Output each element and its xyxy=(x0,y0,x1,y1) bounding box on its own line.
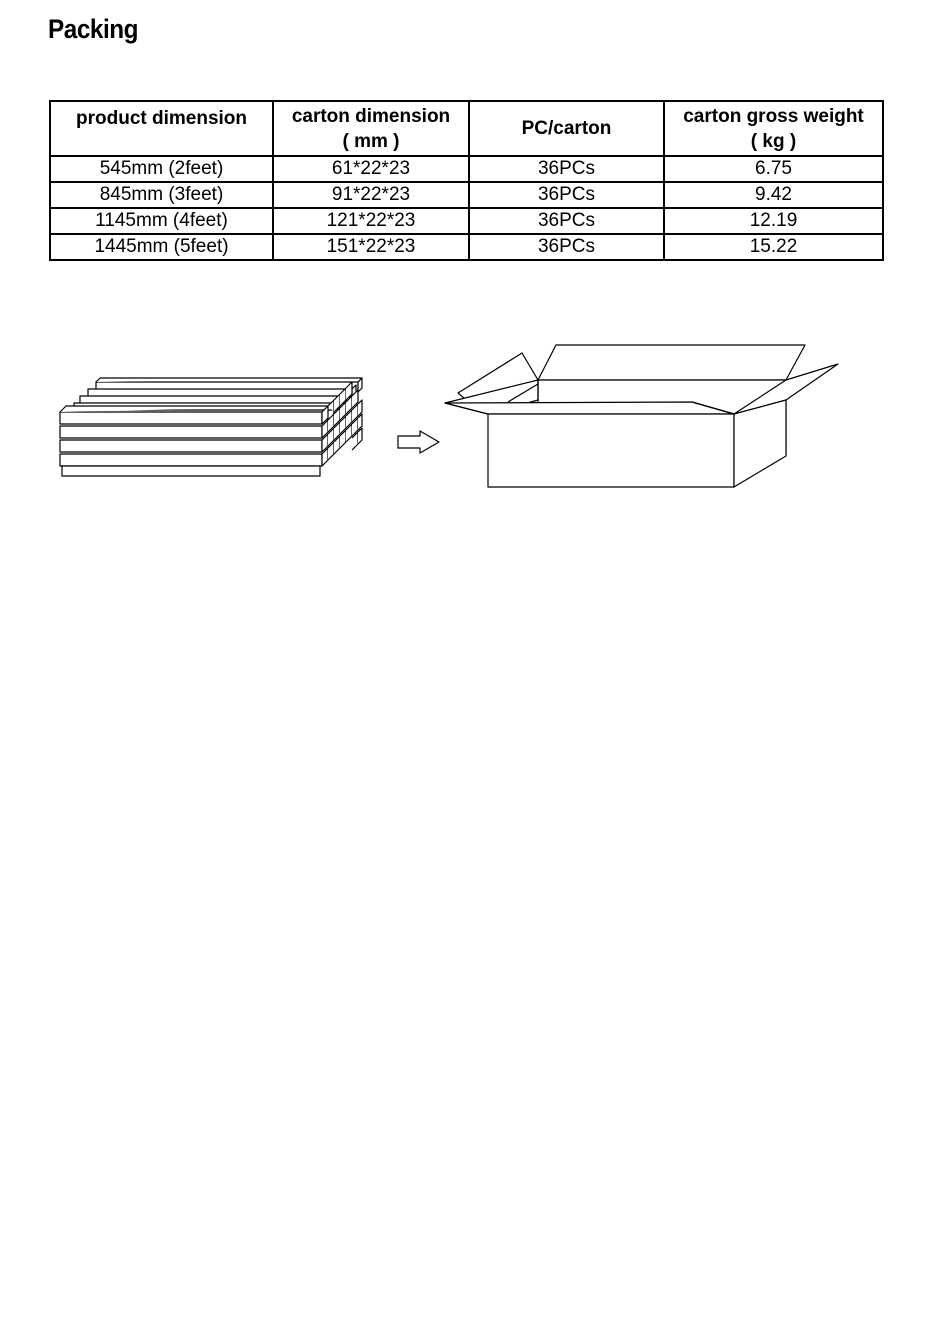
cell-carton: 121*22*23 xyxy=(273,208,469,234)
cell-weight: 12.19 xyxy=(664,208,883,234)
packing-illustration xyxy=(0,0,945,520)
cell-carton: 151*22*23 xyxy=(273,234,469,260)
cell-pcs: 36PCs xyxy=(469,208,664,234)
header-weight-unit: ( kg ) xyxy=(750,130,797,152)
cell-product: 1445mm (5feet) xyxy=(50,234,273,260)
right-arrow-icon xyxy=(398,431,439,453)
cell-weight: 6.75 xyxy=(664,156,883,182)
header-product-label: product dimension xyxy=(76,108,247,129)
cell-pcs: 36PCs xyxy=(469,182,664,208)
cell-product: 545mm (2feet) xyxy=(50,156,273,182)
cell-carton: 91*22*23 xyxy=(273,182,469,208)
cell-product: 1145mm (4feet) xyxy=(50,208,273,234)
header-weight-label: carton gross weight xyxy=(683,105,864,127)
cell-product: 845mm (3feet) xyxy=(50,182,273,208)
cell-weight: 15.22 xyxy=(664,234,883,260)
cell-carton: 61*22*23 xyxy=(273,156,469,182)
header-carton-label: carton dimension xyxy=(291,105,451,127)
stacked-tubes-icon xyxy=(60,378,362,476)
page-title: Packing xyxy=(48,14,139,44)
header-pcs-label: PC/carton xyxy=(521,118,612,139)
cell-weight: 9.42 xyxy=(664,182,883,208)
cell-pcs: 36PCs xyxy=(469,156,664,182)
header-carton-unit: ( mm ) xyxy=(342,130,400,152)
open-carton-box-icon xyxy=(445,345,838,487)
cell-pcs: 36PCs xyxy=(469,234,664,260)
